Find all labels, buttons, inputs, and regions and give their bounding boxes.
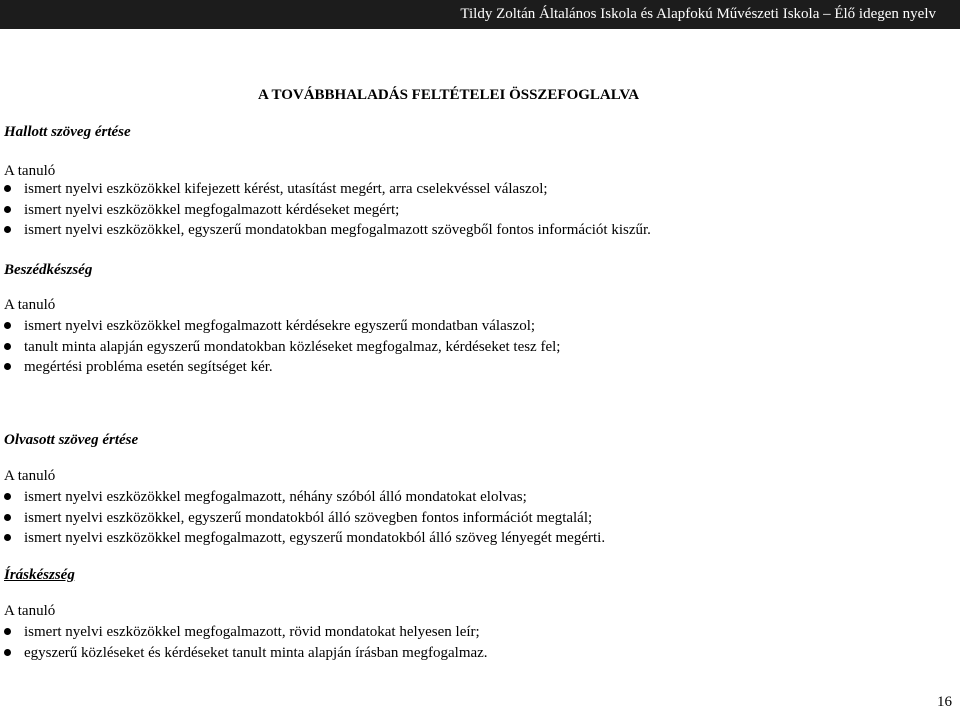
list-item: egyszerű közléseket és kérdéseket tanult minta alapján írásban megfogalmaz. bbox=[0, 643, 488, 664]
list-item: ismert nyelvi eszközökkel megfogalmazott kérdéseket megért; bbox=[0, 200, 651, 221]
bullet-list-olvasott bbox=[0, 487, 605, 549]
section-heading-iras: Íráskészség bbox=[4, 567, 75, 583]
document-title: A TOVÁBBHALADÁS FELTÉTELEI ÖSSZEFOGLALVA bbox=[258, 87, 640, 103]
section-intro: A tanuló bbox=[4, 297, 56, 313]
list-item: ismert nyelvi eszközökkel kifejezett kérést, utasítást megért, arra cselekvéssel válaszol; bbox=[0, 179, 651, 200]
bullet-list-hallott bbox=[0, 179, 651, 241]
bullet-icon bbox=[4, 206, 11, 213]
bullet-list-beszed bbox=[0, 316, 560, 378]
bullet-icon bbox=[4, 493, 11, 500]
list-item: ismert nyelvi eszközökkel megfogalmazott kérdésekre egyszerű mondatban válaszol; bbox=[0, 316, 560, 337]
bullet-icon bbox=[4, 628, 11, 635]
page-header bbox=[0, 0, 960, 29]
list-item: ismert nyelvi eszközökkel megfogalmazott, néhány szóból álló mondatokat elolvas; bbox=[0, 487, 605, 508]
bullet-icon bbox=[4, 343, 11, 350]
bullet-icon bbox=[4, 649, 11, 656]
header-text: Tildy Zoltán Általános Iskola és Alapfokú Művészeti Iskola – Élő idegen nyelv bbox=[460, 6, 936, 22]
list-item: ismert nyelvi eszközökkel, egyszerű mondatokban megfogalmazott szövegből fontos információt kiszűr. bbox=[0, 220, 651, 241]
bullet-list-iras bbox=[0, 622, 488, 663]
section-heading-beszed: Beszédkészség bbox=[4, 262, 93, 278]
bullet-icon bbox=[4, 363, 11, 370]
page-number: 16 bbox=[937, 694, 952, 710]
list-item: ismert nyelvi eszközökkel, egyszerű mondatokból álló szövegben fontos információt megtalál; bbox=[0, 508, 605, 529]
bullet-icon bbox=[4, 534, 11, 541]
section-intro: A tanuló bbox=[4, 603, 56, 619]
bullet-icon bbox=[4, 514, 11, 521]
bullet-icon bbox=[4, 185, 11, 192]
section-intro: A tanuló bbox=[4, 468, 56, 484]
list-item: ismert nyelvi eszközökkel megfogalmazott, egyszerű mondatokból álló szöveg lényegét megérti. bbox=[0, 528, 605, 549]
bullet-icon bbox=[4, 322, 11, 329]
section-heading-olvasott: Olvasott szöveg értése bbox=[4, 432, 139, 448]
section-intro: A tanuló bbox=[4, 163, 56, 179]
list-item: megértési probléma esetén segítséget kér. bbox=[0, 357, 560, 378]
bullet-icon bbox=[4, 226, 11, 233]
section-heading-hallott: Hallott szöveg értése bbox=[4, 124, 131, 140]
list-item: tanult minta alapján egyszerű mondatokban közléseket megfogalmaz, kérdéseket tesz fel; bbox=[0, 337, 560, 358]
list-item: ismert nyelvi eszközökkel megfogalmazott, rövid mondatokat helyesen leír; bbox=[0, 622, 488, 643]
